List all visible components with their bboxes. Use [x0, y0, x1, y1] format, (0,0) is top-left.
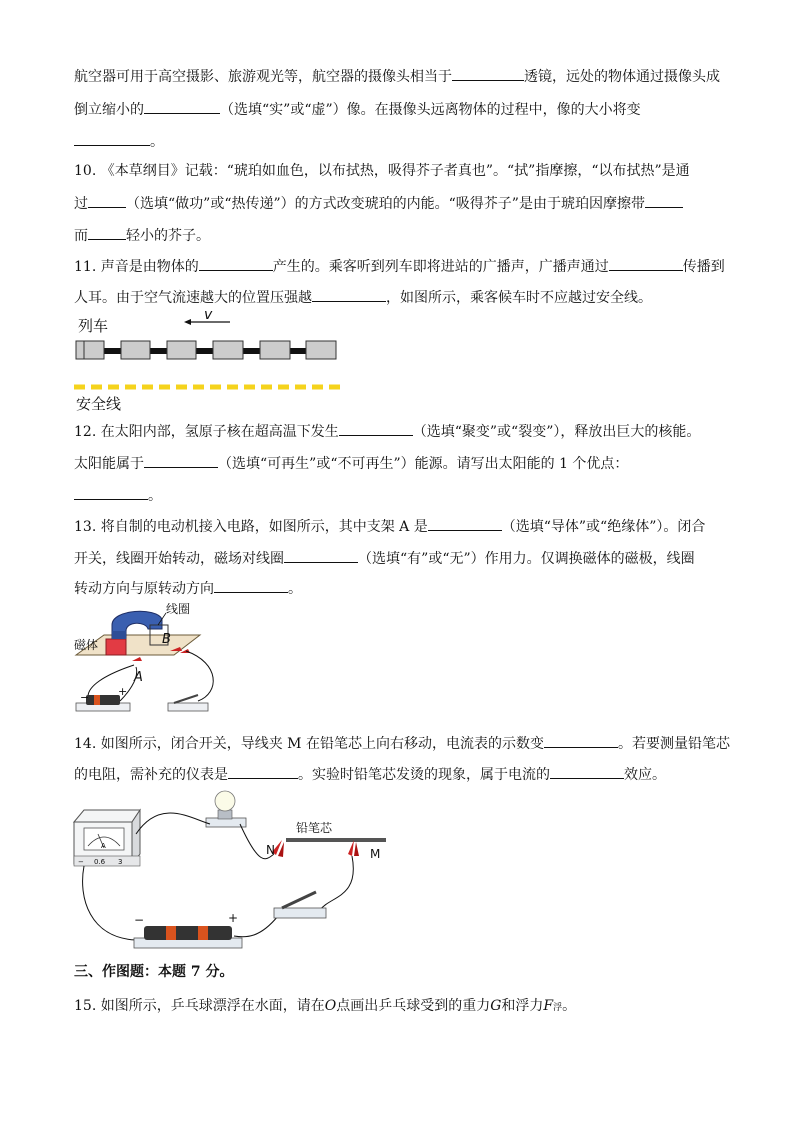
motor-figure — [70, 603, 230, 721]
switch-lever[interactable] — [174, 695, 198, 703]
q13-text: （选填“有”或“无”）作用力。仅调换磁体的磁极，线圈 — [358, 551, 695, 567]
q10-text: 过 — [74, 196, 88, 212]
q9-line-3 — [74, 131, 164, 152]
answer-blank[interactable] — [214, 578, 288, 593]
answer-blank[interactable] — [284, 548, 358, 563]
train-platform-figure — [70, 305, 360, 415]
q14-text: 14. 如图所示，闭合开关，导线夹 M 在铅笔芯上向右移动，电流表的示数变 — [74, 736, 544, 752]
answer-blank[interactable] — [339, 421, 413, 436]
answer-blank[interactable] — [199, 256, 273, 271]
velocity-arrowhead — [184, 319, 191, 325]
circuit-figure — [70, 788, 400, 954]
pencil-lead — [286, 838, 386, 842]
q11-line-1 — [74, 256, 725, 277]
clip — [132, 657, 142, 661]
battery — [86, 695, 120, 705]
q15-text: 15. 如图所示，乒乓球漂浮在水面，请在 — [74, 998, 325, 1014]
q11-text: 11. 声音是由物体的 — [74, 259, 199, 275]
wire — [234, 916, 278, 937]
q15-text: 和浮力 — [501, 998, 544, 1014]
q13-text: 。 — [288, 581, 302, 597]
q13-text: 13. 将自制的电动机接入电路，如图所示，其中支架 A 是 — [74, 519, 428, 535]
answer-blank[interactable] — [428, 516, 502, 531]
q11-text: 人耳。由于空气流速越大的位置压强越 — [74, 290, 312, 306]
train-coupling-bar — [76, 348, 336, 354]
clip-m-jaw — [354, 842, 359, 856]
train-label: 列车 — [78, 317, 109, 335]
answer-blank[interactable] — [228, 764, 298, 779]
q14-text: 。实验时铅笔芯发烫的现象，属于电流的 — [298, 767, 550, 783]
q14-text: 的电阻，需补充的仪表是 — [74, 767, 228, 783]
answer-blank[interactable] — [544, 733, 618, 748]
wire — [136, 813, 210, 834]
q9-text: 航空器可用于高空摄影、旅游观光等，航空器的摄像头相当于 — [74, 69, 452, 85]
switch-base — [168, 703, 208, 711]
q12-line-3 — [74, 485, 162, 506]
q13-line-3 — [74, 578, 302, 599]
q12-text: （选填“可再生”或“不可再生”）能源。请写出太阳能的 1 个优点： — [218, 456, 629, 472]
velocity-label: v — [204, 307, 213, 323]
q9-line-2 — [74, 99, 641, 120]
q9-text: 。 — [150, 134, 164, 150]
q11-text: 传播到 — [682, 259, 725, 275]
coil-label: 线圈 — [166, 603, 191, 616]
q15-text: 点画出乒乓球受到的重力 — [336, 998, 491, 1014]
q11-text: 产生的。乘客听到列车即将进站的广播声，广播声通过 — [272, 259, 609, 275]
answer-blank[interactable] — [452, 66, 524, 81]
magnet-pole — [106, 639, 126, 655]
lamp-base — [206, 818, 246, 827]
answer-blank[interactable] — [550, 764, 624, 779]
symbol-g: G — [490, 998, 502, 1014]
train-car — [306, 341, 336, 359]
ammeter-top — [74, 810, 140, 822]
battery-band — [94, 695, 100, 705]
ammeter-terminal-strip — [74, 856, 140, 866]
q9-line-1 — [74, 66, 720, 87]
answer-blank[interactable] — [144, 453, 218, 468]
q14-text: 效应。 — [624, 767, 666, 783]
battery-minus: − — [134, 913, 145, 927]
lamp-bulb — [215, 791, 235, 811]
answer-blank[interactable] — [609, 256, 683, 271]
q10-line-2 — [74, 193, 683, 214]
q14-line-2 — [74, 764, 666, 785]
q10-line-3 — [74, 225, 210, 246]
pencil-lead-label: 铅笔芯 — [296, 821, 333, 835]
q9-text: （选填“实”或“虚”）像。在摄像头远离物体的过程中，像的大小将变 — [220, 102, 641, 118]
switch-base — [274, 908, 326, 918]
q13-text: 开关，线圈开始转动，磁场对线圈 — [74, 551, 284, 567]
battery-plus: + — [228, 911, 239, 925]
symbol-f-subscript: 浮 — [553, 1003, 563, 1013]
train-car — [260, 341, 290, 359]
q10-text: （选填“做功”或“热传递”）的方式改变琥珀的内能。“吸得芥子”是由于琥珀因摩擦带 — [126, 196, 645, 212]
bracket-a-label: A — [134, 670, 143, 685]
q15-text: 。 — [562, 998, 577, 1014]
section-title: 三、作图题：本题 7 分。 — [74, 964, 234, 980]
wire — [186, 651, 213, 701]
train-car — [213, 341, 243, 359]
answer-blank[interactable] — [88, 193, 126, 208]
q13-line-1 — [74, 516, 705, 537]
q12-line-2 — [74, 453, 628, 474]
clip-n-label: N — [266, 843, 275, 857]
q14-text: 。若要测量铅笔芯 — [617, 736, 730, 752]
q13-line-2 — [74, 548, 695, 569]
clip-m[interactable] — [348, 840, 354, 856]
q12-text: （选填“聚变”或“裂变”），释放出巨大的核能。 — [412, 424, 701, 440]
q12-text: 太阳能属于 — [74, 456, 144, 472]
q12-text: 12. 在太阳内部，氢原子核在超高温下发生 — [74, 424, 339, 440]
answer-blank[interactable] — [74, 485, 148, 500]
q14-line-1 — [74, 733, 730, 754]
battery — [144, 926, 232, 940]
q15-line-1 — [74, 996, 576, 1018]
wire — [320, 856, 353, 910]
answer-blank[interactable] — [88, 225, 126, 240]
point-o: O — [324, 998, 337, 1014]
train-car — [121, 341, 150, 359]
wire — [83, 866, 136, 940]
q10-line-1 — [74, 161, 690, 181]
terminal-06: 0.6 — [94, 858, 106, 866]
q13-text: 转动方向与原转动方向 — [74, 581, 214, 597]
bracket-b-label: B — [162, 632, 171, 647]
train-car — [167, 341, 196, 359]
safety-line-label: 安全线 — [76, 395, 122, 413]
switch-lever[interactable] — [282, 892, 316, 908]
answer-blank[interactable] — [312, 287, 386, 302]
answer-blank[interactable] — [645, 193, 683, 208]
q10-text: 10. 《本草纲目》记载：“琥珀如血色，以布拭热，吸得芥子者真也”。“拭”指摩擦，“以布拭热”是通 — [74, 163, 690, 179]
battery-band — [198, 926, 208, 940]
q9-text: 透镜，远处的物体通过摄像头成 — [524, 69, 720, 85]
clip-m-label: M — [370, 847, 381, 861]
answer-blank[interactable] — [74, 131, 150, 146]
q10-text: 而 — [74, 228, 88, 244]
battery-plus: + — [118, 685, 128, 698]
symbol-f: F — [543, 998, 554, 1014]
answer-blank[interactable] — [144, 99, 220, 114]
magnet-label: 磁体 — [74, 638, 99, 652]
battery-band — [166, 926, 176, 940]
q12-line-1 — [74, 421, 700, 442]
q9-text: 倒立缩小的 — [74, 102, 144, 118]
q13-text: （选填“导体”或“绝缘体”）。闭合 — [501, 519, 706, 535]
magnet-body — [112, 631, 126, 639]
q10-text: 轻小的芥子。 — [126, 228, 210, 244]
train-car — [76, 341, 104, 359]
battery-minus: − — [80, 691, 90, 704]
q12-text: 。 — [148, 488, 162, 504]
terminal-minus: − — [78, 858, 84, 866]
terminal-3: 3 — [118, 858, 123, 866]
ammeter-unit: A — [101, 842, 106, 850]
q11-text: ，如图所示，乘客候车时不应越过安全线。 — [386, 290, 652, 306]
